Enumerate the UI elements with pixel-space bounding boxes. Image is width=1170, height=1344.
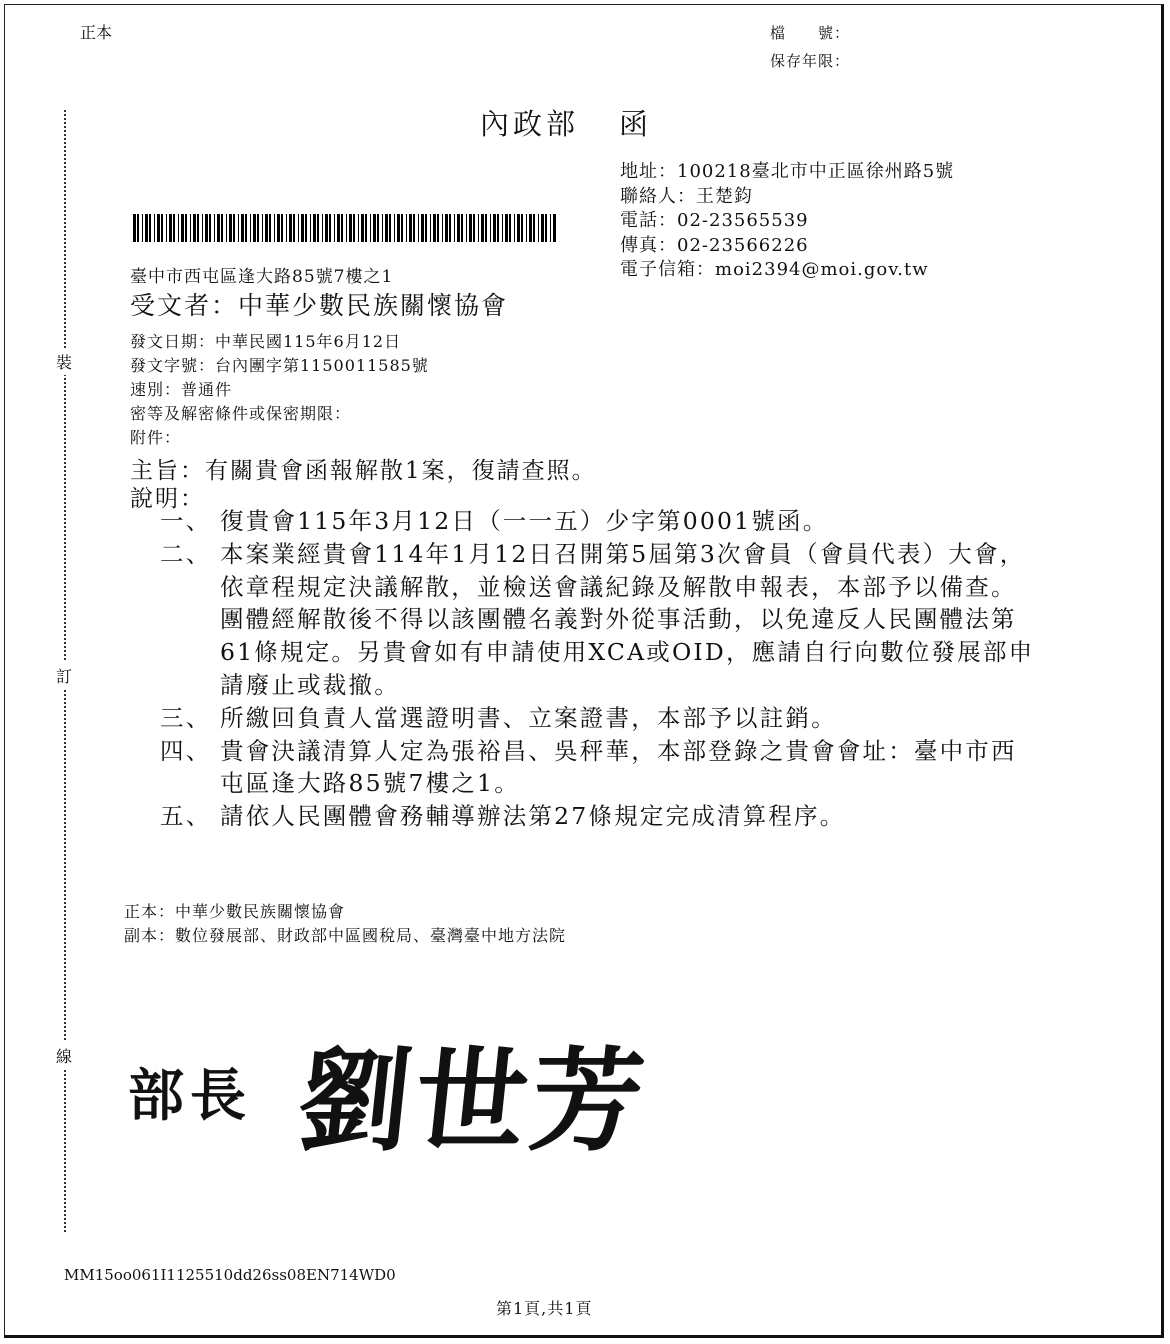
retention-period-label: 保存年限：: [770, 52, 851, 70]
recipient-name: 受文者：中華少數民族關懷協會: [130, 291, 509, 320]
item-text: 復貴會115年3月12日（一一五）少字第0001號函。: [220, 507, 829, 535]
explanation-item: [160, 702, 1040, 735]
copy-recipients: 副本：數位發展部、財政部中區國稅局、臺灣臺中地方法院: [124, 926, 567, 945]
subject-line: 主旨：有關貴會函報解散1案，復請查照。: [130, 458, 597, 484]
issue-date: 發文日期：中華民國115年6月12日: [130, 332, 402, 351]
secrecy-level: 密等及解密條件或保密期限：: [130, 404, 352, 423]
contact-fax: 傳真：02-23566226: [620, 234, 809, 256]
item-number: 五、: [160, 802, 212, 831]
distribution-block: [124, 900, 566, 948]
page-number: 第1頁,共1頁: [496, 1299, 593, 1318]
original-recipients: 正本：中華少數民族關懷協會: [124, 902, 346, 921]
document-type: 函: [619, 107, 653, 141]
contact-phone: 電話：02-23565539: [620, 210, 809, 231]
barcode: [133, 214, 557, 242]
document-number: 發文字號：台內團字第1150011585號: [130, 356, 429, 375]
contact-block: [620, 160, 954, 283]
item-text: 請依人民團體會務輔導辦法第27條規定完成清算程序。: [220, 802, 846, 831]
recipient-address: 臺中市西屯區逢大路85號7樓之1: [130, 267, 394, 287]
copy-type-label: 正本: [80, 23, 113, 42]
document-code: MM15oo061I1125510dd26ss08EN714WD0: [64, 1266, 396, 1284]
attachment-label: 附件：: [130, 428, 182, 447]
item-number: 三、: [160, 703, 212, 732]
contact-person: 聯絡人：王楚鈞: [620, 185, 753, 207]
binding-mark-staple: 訂: [56, 662, 72, 689]
explanation-items: [160, 505, 1040, 833]
contact-email: 電子信箱：moi2394@moi.gov.tw: [620, 259, 929, 280]
binding-mark-bind: 裝: [56, 348, 72, 375]
contact-address: 地址：100218臺北市中正區徐州路5號: [620, 161, 955, 182]
explanation-item: [160, 505, 1040, 538]
binding-mark-line: 線: [56, 1042, 72, 1069]
item-text: 所繳回負責人當選證明書、立案證書，本部予以註銷。: [220, 703, 837, 732]
item-text: 本案業經貴會114年1月12日召開第5屆第3次會員（會員代表）大會，依章程規定決議解散，並檢送會議紀錄及解散申報表，本部予以備查。團體經解散後不得以該團體名義對外從事活動，以免違反人民團體法第61條規定。另貴會如有申請使用XCA或OID，應請自行向數位發展部申請廢止或裁撤。: [220, 539, 1035, 699]
item-number: 四、: [160, 736, 212, 765]
signatory-signature: 劉世芳: [292, 1036, 654, 1167]
document-title: [480, 102, 652, 143]
agency-name: 內政部: [480, 107, 580, 141]
file-number-label: 檔 號：: [770, 24, 851, 42]
explanation-item: [160, 735, 1040, 801]
item-text: 貴會決議清算人定為張裕昌、吳秤華，本部登錄之貴會會址：臺中市西屯區逢大路85號7樓之1。: [220, 736, 1017, 798]
explanation-item: [160, 800, 1040, 833]
item-number: 一、: [160, 507, 212, 535]
meta-block: [130, 330, 429, 450]
explanation-item: [160, 538, 1040, 702]
signatory-title: 部長: [128, 1063, 252, 1129]
delivery-speed: 速別：普通件: [130, 380, 233, 399]
item-number: 二、: [160, 539, 212, 568]
explanation-label: 說明：: [130, 486, 205, 512]
